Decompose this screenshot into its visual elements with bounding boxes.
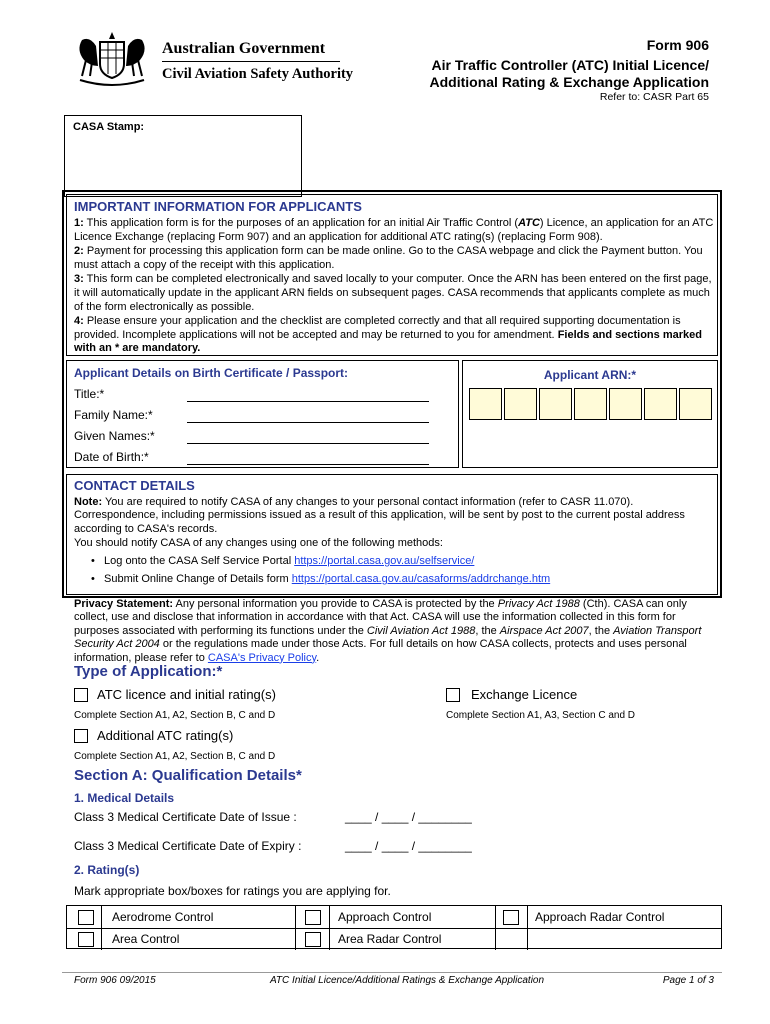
aerodrome-control-checkbox[interactable] (78, 910, 94, 925)
self-service-portal-link[interactable]: https://portal.casa.gov.au/selfservice/ (294, 555, 475, 567)
table-divider (329, 906, 330, 950)
applicant-arn-panel (462, 360, 718, 468)
atc-licence-checkbox[interactable] (74, 688, 88, 702)
arn-digit-cell[interactable] (539, 388, 572, 420)
info-item-2: 2: Payment for processing this application form can be made online. Go to the CASA webpage and click the Payment button. You must attach a copy of the receipt with this application. (74, 245, 703, 271)
contact-method-2: • Submit Online Change of Details form https://portal.casa.gov.au/casaforms/addrchange.htm (91, 573, 551, 585)
footer-page-number: Page 1 of 3 (662, 975, 714, 986)
contact-methods-intro: You should notify CASA of any changes using one of the following methods: (74, 537, 443, 550)
privacy-policy-link[interactable]: CASA's Privacy Policy (207, 651, 317, 664)
applicant-details-heading: Applicant Details on Birth Certificate / Passport: (74, 366, 349, 380)
arn-digit-cell[interactable] (679, 388, 712, 420)
table-divider (527, 906, 528, 950)
table-divider (101, 906, 102, 950)
form-number: Form 906 (646, 37, 709, 53)
info-body (74, 217, 714, 357)
additional-rating-checkbox[interactable] (74, 729, 88, 743)
casa-stamp-box (64, 115, 302, 197)
privacy-statement: Privacy Statement: Any personal information you provide to CASA is protected by the Privacy Act 1988 (Cth). CASA can only collect, use and disclose that information in accordance with that Act. CASA will use the information collected in this form for purposes associated with performing its functions under the Civil Aviation Act 1988, the Airspace Act 2007, the Aviation Transport Security Act 2004 or the regulations made under those Acts. For full details on how CASA collects, protects and uses personal information, please refer to CASA's Privacy Policy. (74, 598, 702, 664)
arn-input-cells (469, 388, 714, 420)
arn-digit-cell[interactable] (644, 388, 677, 420)
arn-digit-cell[interactable] (609, 388, 642, 420)
approach-radar-control-checkbox[interactable] (503, 910, 519, 925)
family-name-label: Family Name:* (74, 408, 153, 422)
regulation-reference: Refer to: CASR Part 65 (599, 91, 709, 103)
coat-of-arms-logo (72, 30, 152, 88)
exchange-licence-checkbox[interactable] (446, 688, 460, 702)
arn-digit-cell[interactable] (469, 388, 502, 420)
contact-note: Note: You are required to notify CASA of any changes to your personal contact information (refer to CASR 11.070). Correspondence, including permissions issued as a result of this application, will be sent by post to the current postal address according to CASA's records. (74, 496, 685, 535)
arn-heading: Applicant ARN:* (543, 368, 637, 382)
arn-digit-cell[interactable] (504, 388, 537, 420)
medical-details-heading: 1. Medical Details (74, 791, 175, 805)
exchange-licence-label: Exchange Licence (471, 687, 578, 702)
medical-issue-label: Class 3 Medical Certificate Date of Issue : (74, 810, 297, 824)
form-title: Air Traffic Controller (ATC) Initial Licence/ Additional Rating & Exchange Application (429, 57, 709, 90)
area-control-label: Area Control (112, 932, 180, 946)
agency-name: Civil Aviation Safety Authority (162, 66, 354, 82)
arn-digit-cell[interactable] (574, 388, 607, 420)
type-of-application-heading: Type of Application:* (74, 663, 223, 680)
date-of-birth-field[interactable] (187, 464, 429, 465)
given-names-label: Given Names:* (74, 429, 155, 443)
area-radar-control-label: Area Radar Control (338, 932, 442, 946)
info-item-1: 1: This application form is for the purposes of an application for an initial Air Traffic Control (ATC) Licence, an application for an ATC Licence Exchange (replacing Form 907) and an application for additional ATC rating(s) (replacing Form 908). (74, 217, 714, 243)
info-heading: IMPORTANT INFORMATION FOR APPLICANTS (74, 199, 362, 214)
change-of-details-link[interactable]: https://portal.casa.gov.au/casaforms/addrchange.htm (291, 573, 551, 585)
info-item-3: 3: This form can be completed electronically and saved locally to your computer. Once the ARN has been entered on the first page, it will automatically update in the applicant ARN fields on subsequent pages. CASA recommends that applicants complete as much of the form electronically as possible. (74, 273, 712, 313)
table-divider (495, 906, 496, 950)
footer-form-id: Form 906 09/2015 (74, 975, 156, 986)
approach-control-label: Approach Control (338, 910, 432, 924)
footer-divider (62, 972, 722, 973)
ratings-table (66, 905, 722, 949)
medical-expiry-date-field[interactable]: ____ / ____ / ________ (345, 839, 472, 853)
table-divider (295, 906, 296, 950)
atc-licence-label: ATC licence and initial rating(s) (97, 687, 276, 702)
approach-radar-control-label: Approach Radar Control (535, 910, 665, 924)
footer-form-title: ATC Initial Licence/Additional Ratings & Exchange Application (270, 975, 545, 986)
info-item-4: 4: Please ensure your application and the checklist are completed correctly and that all required supporting documentation is provided. Incomplete applications will not be accepted and may be returned to you for amendment. Fields and sections marked with an * are mandatory. (74, 315, 702, 355)
family-name-field[interactable] (187, 422, 429, 423)
ratings-heading: 2. Rating(s) (74, 863, 140, 877)
important-information-panel (66, 194, 718, 356)
contact-details-panel (66, 474, 718, 595)
exchange-licence-note: Complete Section A1, A3, Section C and D (446, 710, 635, 721)
given-names-field[interactable] (187, 443, 429, 444)
date-of-birth-label: Date of Birth:* (74, 450, 149, 464)
aerodrome-control-label: Aerodrome Control (112, 910, 214, 924)
atc-licence-note: Complete Section A1, A2, Section B, C and D (74, 710, 276, 721)
government-name: Australian Government (162, 40, 326, 57)
header-divider (162, 61, 340, 62)
title-field[interactable] (187, 401, 429, 402)
contact-method-1: • Log onto the CASA Self Service Portal https://portal.casa.gov.au/selfservice/ (91, 555, 475, 567)
medical-issue-date-field[interactable]: ____ / ____ / ________ (345, 810, 472, 824)
section-a-heading: Section A: Qualification Details* (74, 767, 302, 784)
applicant-details-panel (66, 360, 459, 468)
additional-rating-note: Complete Section A1, A2, Section B, C and D (74, 751, 276, 762)
title-label: Title:* (74, 387, 105, 401)
ratings-instruction: Mark appropriate box/boxes for ratings you are applying for. (74, 884, 391, 898)
contact-body (74, 496, 714, 551)
contact-heading: CONTACT DETAILS (74, 478, 195, 493)
stamp-label: CASA Stamp: (73, 121, 145, 133)
additional-rating-label: Additional ATC rating(s) (97, 728, 234, 743)
area-radar-control-checkbox[interactable] (305, 932, 321, 947)
area-control-checkbox[interactable] (78, 932, 94, 947)
approach-control-checkbox[interactable] (305, 910, 321, 925)
medical-expiry-label: Class 3 Medical Certificate Date of Expiry : (74, 839, 302, 853)
